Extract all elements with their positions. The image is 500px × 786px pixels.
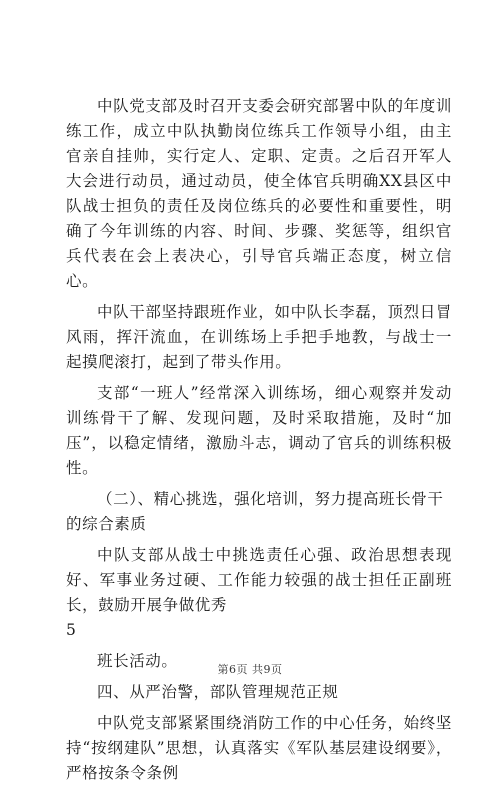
paragraph-cadre-lead: 中队干部坚持跟班作业，如中队长李磊，顶烈日冒风雨，挥汗流血，在训练场上手把手地教，与战士一起摸爬滚打，起到了带头作用。: [66, 303, 452, 371]
page-footer: 第6页 共9页: [217, 663, 283, 676]
paragraph-branch-leaders: 支部“一班人”经常深入训练场，细心观察并发动训练骨干了解、发现问题，及时采取措施，及时“加压”，以稳定情绪，激励斗志，调动了官兵的训练积极性。: [66, 384, 452, 477]
section-heading-strict-management: 四、从严治警，部队管理规范正规: [97, 683, 339, 701]
paragraph-leader-activity: 班长活动。: [97, 652, 178, 670]
document-body: [66, 94, 452, 786]
paragraph-party-branch: 中队党支部紧紧围绕消防工作的中心任务，始终坚持“按纲建队”思想，认真落实《军队基层建设纲要》，严格按条令条例: [66, 714, 452, 782]
inline-page-marker: 5: [66, 621, 77, 639]
section-heading-squad-leaders: （二）、精心挑选，强化培训，努力提高班长骨干的综合素质: [66, 490, 444, 533]
paragraph-training-work: 中队党支部及时召开支委会研究部署中队的年度训练工作，成立中队执勤岗位练兵工作领导小组，由主官亲自挂帅，实行定人、定职、定责。之后召开军人大会进行动员，通过动员，使全体官兵明确XX县区中队战士担负的责任及岗位练兵的必要性和重要性，明确了今年训练的内容、时间、步骤、奖惩等，组织官兵代表在会上表决心，引导官兵端正态度，树立信心。: [66, 97, 452, 290]
paragraph-select-leaders: 中队支部从战士中挑选责任心强、政治思想表现好、军事业务过硬、工作能力较强的战士担任正副班长，鼓励开展争做优秀: [66, 546, 452, 614]
